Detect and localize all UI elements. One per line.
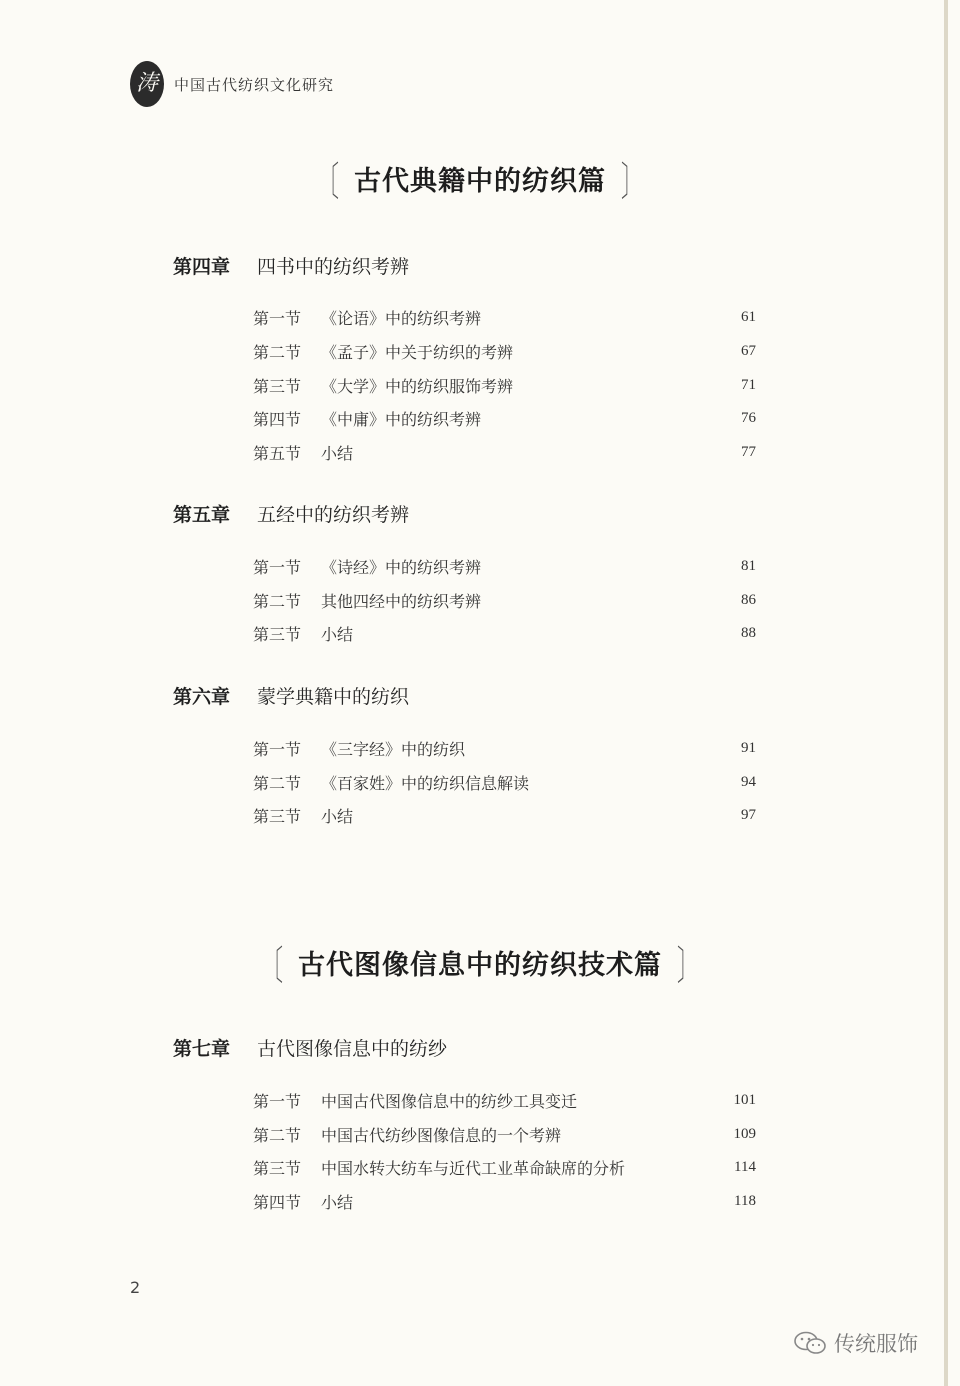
chapter-number: 第五章 bbox=[173, 504, 231, 526]
page-number: 2 bbox=[130, 1278, 141, 1297]
toc-entry[interactable] bbox=[253, 770, 758, 794]
watermark-text: 传统服饰 bbox=[834, 1332, 918, 1356]
page-ref: 114 bbox=[734, 1158, 756, 1175]
section-title: 《论语》中的纺织考辨 bbox=[321, 308, 482, 328]
part-title-text: 古代典籍中的纺织篇 bbox=[354, 166, 606, 197]
section-number: 第三节 bbox=[253, 1158, 302, 1178]
part-title-1 bbox=[0, 150, 960, 207]
page-ref: 67 bbox=[741, 342, 756, 359]
section-number: 第五节 bbox=[253, 443, 302, 463]
open-bracket: 〔 bbox=[261, 943, 283, 989]
section-title: 其他四经中的纺织考辨 bbox=[321, 591, 482, 611]
section-title: 小结 bbox=[321, 624, 354, 644]
toc-entry[interactable] bbox=[253, 736, 758, 760]
toc-entry[interactable] bbox=[253, 406, 758, 430]
page-edge bbox=[944, 0, 948, 1386]
section-title: 小结 bbox=[321, 1192, 354, 1212]
toc-entry[interactable] bbox=[253, 1088, 758, 1112]
page-ref: 71 bbox=[741, 376, 756, 393]
running-header bbox=[130, 60, 334, 108]
seal-logo-icon bbox=[130, 61, 164, 107]
section-title: 《百家姓》中的纺织信息解读 bbox=[321, 773, 530, 793]
page-ref: 81 bbox=[741, 557, 756, 574]
section-title: 中国古代图像信息中的纺纱工具变迁 bbox=[321, 1091, 578, 1111]
close-bracket: 〕 bbox=[621, 159, 643, 205]
section-title: 《大学》中的纺织服饰考辨 bbox=[321, 376, 514, 396]
page-ref: 77 bbox=[741, 443, 756, 460]
section-title: 中国水转大纺车与近代工业革命缺席的分析 bbox=[321, 1158, 626, 1178]
chapter-4[interactable] bbox=[173, 252, 409, 279]
page-ref: 118 bbox=[734, 1192, 756, 1209]
section-title: 《中庸》中的纺织考辨 bbox=[321, 409, 482, 429]
toc-entry[interactable] bbox=[253, 339, 758, 363]
part-title-2 bbox=[0, 934, 960, 991]
page-ref: 101 bbox=[733, 1091, 756, 1108]
section-title: 《诗经》中的纺织考辨 bbox=[321, 557, 482, 577]
page-ref: 61 bbox=[741, 308, 756, 325]
watermark bbox=[792, 1328, 918, 1358]
chapter-title: 古代图像信息中的纺纱 bbox=[257, 1038, 448, 1060]
chapter-title: 蒙学典籍中的纺织 bbox=[257, 686, 410, 708]
chapter-number: 第六章 bbox=[173, 686, 231, 708]
page-ref: 76 bbox=[741, 409, 756, 426]
chapter-7[interactable] bbox=[173, 1034, 447, 1061]
open-bracket: 〔 bbox=[317, 159, 339, 205]
page-ref: 86 bbox=[741, 591, 756, 608]
section-title: 小结 bbox=[321, 443, 354, 463]
section-number: 第三节 bbox=[253, 376, 302, 396]
chapter-number: 第七章 bbox=[173, 1038, 231, 1060]
part-title-text: 古代图像信息中的纺织技术篇 bbox=[298, 950, 662, 981]
section-number: 第三节 bbox=[253, 806, 302, 826]
section-title: 《三字经》中的纺织 bbox=[321, 739, 466, 759]
chapter-number: 第四章 bbox=[173, 256, 231, 278]
book-title: 中国古代纺织文化研究 bbox=[174, 75, 335, 94]
section-number: 第一节 bbox=[253, 739, 302, 759]
section-title: 《孟子》中关于纺织的考辨 bbox=[321, 342, 514, 362]
chapter-title: 五经中的纺织考辨 bbox=[257, 504, 410, 526]
section-number: 第四节 bbox=[253, 409, 302, 429]
toc-entry[interactable] bbox=[253, 1155, 758, 1179]
page-ref: 109 bbox=[733, 1125, 756, 1142]
seal-char: 涛 bbox=[135, 71, 158, 96]
section-number: 第一节 bbox=[253, 557, 302, 577]
toc-entry[interactable] bbox=[253, 305, 758, 329]
chapter-title: 四书中的纺织考辨 bbox=[257, 256, 410, 278]
toc-entry[interactable] bbox=[253, 1122, 758, 1146]
section-number: 第二节 bbox=[253, 1125, 302, 1145]
wechat-icon bbox=[792, 1330, 828, 1356]
section-title: 中国古代纺纱图像信息的一个考辨 bbox=[321, 1125, 562, 1145]
section-number: 第四节 bbox=[253, 1192, 302, 1212]
toc-entry[interactable] bbox=[253, 1189, 758, 1213]
chapter-5[interactable] bbox=[173, 500, 409, 527]
chapter-6[interactable] bbox=[173, 682, 409, 709]
toc-entry[interactable] bbox=[253, 621, 758, 645]
page-ref: 91 bbox=[741, 739, 756, 756]
section-number: 第一节 bbox=[253, 1091, 302, 1111]
section-number: 第二节 bbox=[253, 342, 302, 362]
close-bracket: 〕 bbox=[677, 943, 699, 989]
section-number: 第二节 bbox=[253, 591, 302, 611]
toc-entry[interactable] bbox=[253, 554, 758, 578]
section-number: 第一节 bbox=[253, 308, 302, 328]
page-ref: 88 bbox=[741, 624, 756, 641]
page-ref: 94 bbox=[741, 773, 756, 790]
section-title: 小结 bbox=[321, 806, 354, 826]
toc-entry[interactable] bbox=[253, 373, 758, 397]
section-number: 第三节 bbox=[253, 624, 302, 644]
section-number: 第二节 bbox=[253, 773, 302, 793]
page-ref: 97 bbox=[741, 806, 756, 823]
toc-entry[interactable] bbox=[253, 803, 758, 827]
toc-entry[interactable] bbox=[253, 588, 758, 612]
toc-entry[interactable] bbox=[253, 440, 758, 464]
